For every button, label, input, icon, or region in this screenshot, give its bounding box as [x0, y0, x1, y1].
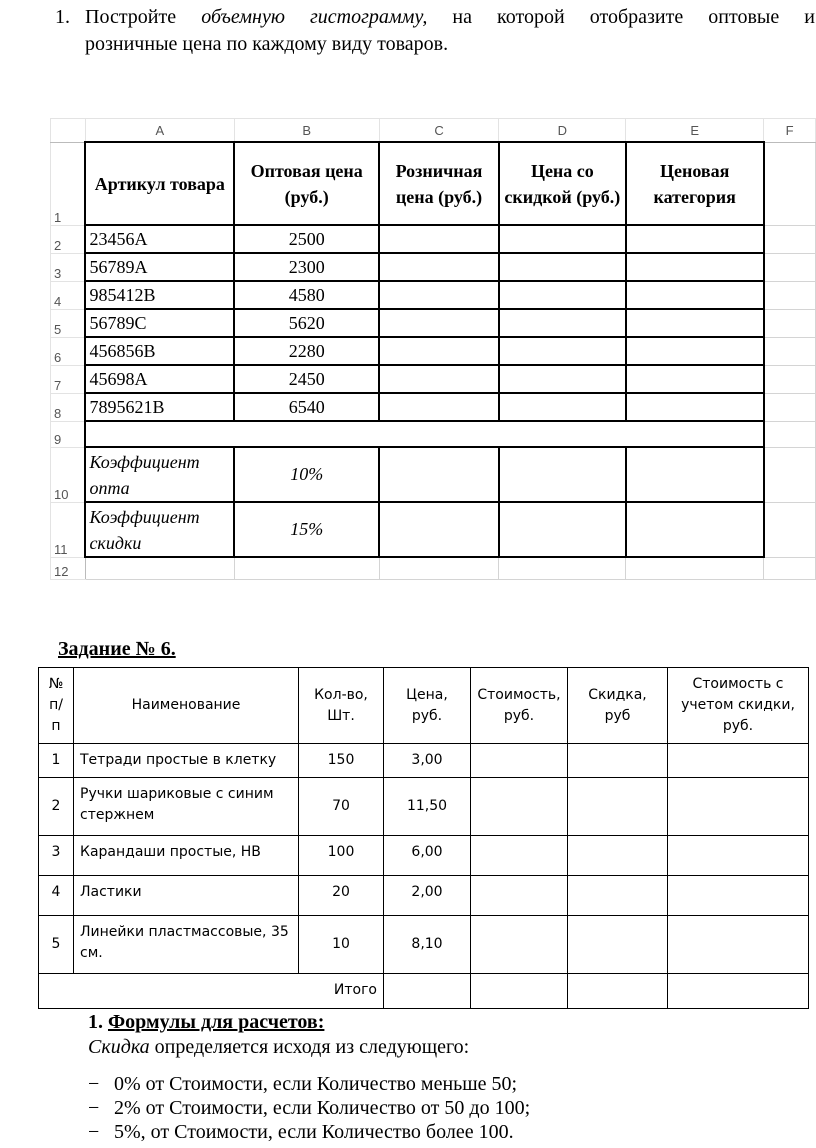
quantity[interactable]: 20 — [299, 876, 384, 916]
col-header[interactable]: E — [626, 119, 764, 143]
sheet-row — [51, 365, 816, 393]
row-number[interactable]: 5 — [39, 916, 74, 974]
item-name[interactable]: Тетради простые в клетку — [74, 744, 299, 778]
wholesale-price-cell[interactable]: 2500 — [234, 225, 379, 253]
article-cell[interactable]: 985412B — [85, 281, 234, 309]
wholesale-price-cell[interactable]: 2450 — [234, 365, 379, 393]
sheet-crop — [0, 592, 816, 612]
row-number[interactable]: 6 — [51, 337, 86, 365]
row-number[interactable]: 1 — [39, 744, 74, 778]
task-text-end: на которой отобразите оптовые и — [427, 6, 815, 28]
header-cell[interactable]: Ценовая категория — [626, 142, 764, 225]
cell[interactable] — [626, 253, 764, 281]
intro-italic: Скидка — [88, 1036, 150, 1058]
task-italic: объемную гистограмму, — [201, 6, 428, 28]
cell[interactable] — [764, 393, 816, 421]
header-cell[interactable]: Оптовая цена (руб.) — [234, 142, 379, 225]
cell[interactable] — [568, 974, 668, 1009]
row-number[interactable]: 2 — [39, 778, 74, 836]
cell[interactable] — [471, 778, 568, 836]
cell[interactable] — [668, 836, 809, 876]
column-header: Стоимость, руб. — [471, 668, 568, 744]
wholesale-price-cell[interactable]: 5620 — [234, 309, 379, 337]
cell[interactable] — [499, 502, 626, 557]
cell[interactable] — [764, 309, 816, 337]
formula-item — [88, 1120, 530, 1144]
row-number[interactable]: 4 — [39, 876, 74, 916]
cell[interactable] — [626, 365, 764, 393]
article-cell[interactable]: 56789A — [85, 253, 234, 281]
col-header[interactable]: C — [379, 119, 499, 143]
coef-label[interactable]: Коэффициент скидки — [85, 502, 234, 557]
cell[interactable] — [471, 744, 568, 778]
row-number[interactable]: 2 — [51, 225, 86, 253]
quantity[interactable]: 10 — [299, 916, 384, 974]
coef-label[interactable]: Коэффициент опта — [85, 447, 234, 502]
sheet-row — [51, 281, 816, 309]
cell[interactable] — [499, 447, 626, 502]
cell[interactable] — [626, 337, 764, 365]
cell[interactable] — [764, 502, 816, 557]
row-number[interactable]: 7 — [51, 365, 86, 393]
wholesale-price-cell[interactable]: 2280 — [234, 337, 379, 365]
task-line2: розничные цена по каждому виду товаров. — [85, 33, 449, 55]
cell[interactable] — [764, 447, 816, 502]
row-number[interactable]: 1 — [51, 142, 86, 225]
article-cell[interactable]: 7895621B — [85, 393, 234, 421]
coef-value[interactable]: 10% — [234, 447, 379, 502]
col-header[interactable]: F — [764, 119, 816, 143]
article-cell[interactable]: 23456A — [85, 225, 234, 253]
select-all-corner[interactable] — [51, 119, 86, 143]
cell[interactable] — [626, 309, 764, 337]
cell[interactable] — [764, 421, 816, 447]
row-number[interactable]: 3 — [51, 253, 86, 281]
col-header[interactable]: A — [85, 119, 234, 143]
quantity[interactable]: 150 — [299, 744, 384, 778]
cell[interactable] — [379, 337, 499, 365]
cell[interactable] — [499, 309, 626, 337]
item-name[interactable]: Линейки пластмассовые, 35 см. — [74, 916, 299, 974]
wholesale-price-cell[interactable]: 4580 — [234, 281, 379, 309]
cell[interactable] — [471, 876, 568, 916]
cell[interactable] — [764, 253, 816, 281]
cell[interactable] — [626, 393, 764, 421]
cell[interactable] — [379, 557, 499, 579]
cell[interactable] — [668, 916, 809, 974]
cell[interactable] — [626, 502, 764, 557]
cell[interactable] — [379, 365, 499, 393]
cell[interactable] — [568, 916, 668, 974]
intro-text: определяется исходя из следующего: — [149, 1036, 470, 1058]
quantity[interactable]: 100 — [299, 836, 384, 876]
coef-value[interactable]: 15% — [234, 502, 379, 557]
formula-text: 2% от Стоимости, если Количество от 50 до 100; — [114, 1097, 531, 1119]
task6-title: Задание № 6. — [58, 638, 176, 660]
cell[interactable] — [379, 309, 499, 337]
bullet-dash: − — [88, 1121, 100, 1143]
cell[interactable] — [379, 225, 499, 253]
header-cell[interactable]: Розничная цена (руб.) — [379, 142, 499, 225]
cell[interactable] — [626, 225, 764, 253]
cell[interactable] — [379, 393, 499, 421]
row-number[interactable]: 5 — [51, 309, 86, 337]
sheet-row — [51, 225, 816, 253]
row-number[interactable]: 8 — [51, 393, 86, 421]
price[interactable]: 6,00 — [384, 836, 471, 876]
table-row — [39, 916, 809, 974]
row-number[interactable]: 4 — [51, 281, 86, 309]
article-cell[interactable]: 456856B — [85, 337, 234, 365]
item-name[interactable]: Ручки шариковые с синим стержнем — [74, 778, 299, 836]
cell[interactable] — [471, 836, 568, 876]
header-cell[interactable]: Артикул товара — [85, 142, 234, 225]
table-row — [39, 744, 809, 778]
article-cell[interactable]: 45698A — [85, 365, 234, 393]
cell[interactable] — [499, 253, 626, 281]
row-number[interactable]: 12 — [51, 557, 86, 579]
header-cell[interactable]: Цена со скидкой (руб.) — [499, 142, 626, 225]
cell[interactable] — [764, 557, 816, 579]
formula-text: 0% от Стоимости, если Количество меньше 50; — [114, 1073, 518, 1095]
price[interactable]: 11,50 — [384, 778, 471, 836]
row-number[interactable]: 10 — [51, 447, 86, 502]
formula-list — [88, 1072, 530, 1144]
cell[interactable] — [764, 337, 816, 365]
table-row — [39, 778, 809, 836]
sheet-row — [51, 393, 816, 421]
row-number[interactable]: 9 — [51, 421, 86, 447]
item-name[interactable]: Ластики — [74, 876, 299, 916]
formulas-title — [88, 1010, 324, 1034]
column-header: Цена, руб. — [384, 668, 471, 744]
sheet-row — [51, 253, 816, 281]
cell[interactable] — [379, 253, 499, 281]
formulas-number: 1. — [88, 1011, 103, 1033]
task-paragraph — [55, 4, 815, 58]
total-label: Итого — [39, 974, 384, 1009]
bullet-dash: − — [88, 1097, 100, 1119]
column-header: Кол-во, Шт. — [299, 668, 384, 744]
cell[interactable] — [568, 876, 668, 916]
cell[interactable] — [499, 557, 626, 579]
row-number[interactable]: 3 — [39, 836, 74, 876]
cell[interactable] — [764, 142, 816, 225]
sheet-row — [51, 309, 816, 337]
column-header: № п/п — [39, 668, 74, 744]
cell[interactable] — [626, 557, 764, 579]
table-row — [39, 876, 809, 916]
cell[interactable] — [499, 393, 626, 421]
sheet-row — [51, 337, 816, 365]
empty-row[interactable] — [85, 421, 763, 447]
formula-item — [88, 1096, 530, 1120]
col-header[interactable]: B — [234, 119, 379, 143]
cell[interactable] — [668, 974, 809, 1009]
price[interactable]: 2,00 — [384, 876, 471, 916]
price[interactable]: 8,10 — [384, 916, 471, 974]
cell[interactable] — [384, 974, 471, 1009]
cell[interactable] — [499, 281, 626, 309]
article-cell[interactable]: 56789C — [85, 309, 234, 337]
task6-table — [38, 667, 809, 1009]
spreadsheet — [50, 118, 816, 580]
wholesale-price-cell[interactable]: 6540 — [234, 393, 379, 421]
cell[interactable] — [668, 876, 809, 916]
cell[interactable] — [668, 778, 809, 836]
cell[interactable] — [568, 778, 668, 836]
cell[interactable] — [626, 281, 764, 309]
column-header: Скидка, руб — [568, 668, 668, 744]
cell[interactable] — [764, 225, 816, 253]
formula-item — [88, 1072, 530, 1096]
quantity[interactable]: 70 — [299, 778, 384, 836]
cell[interactable] — [379, 447, 499, 502]
cell[interactable] — [471, 916, 568, 974]
cell[interactable] — [379, 502, 499, 557]
wholesale-price-cell[interactable]: 2300 — [234, 253, 379, 281]
cell[interactable] — [499, 225, 626, 253]
cell[interactable] — [764, 281, 816, 309]
price[interactable]: 3,00 — [384, 744, 471, 778]
cell[interactable] — [568, 744, 668, 778]
cell[interactable] — [471, 974, 568, 1009]
cell[interactable] — [764, 365, 816, 393]
table-row — [39, 836, 809, 876]
column-header: Стоимость с учетом скидки, руб. — [668, 668, 809, 744]
formula-text: 5%, от Стоимости, если Количество более 100. — [114, 1121, 514, 1143]
cell[interactable] — [499, 365, 626, 393]
col-header[interactable]: D — [499, 119, 626, 143]
formulas-heading: Формулы для расчетов: — [108, 1011, 325, 1033]
item-name[interactable]: Карандаши простые, НВ — [74, 836, 299, 876]
formulas-intro — [88, 1035, 469, 1059]
task-number: 1. — [55, 6, 70, 28]
task-text: Постройте — [85, 6, 202, 28]
cell[interactable] — [85, 557, 234, 579]
cell[interactable] — [568, 836, 668, 876]
cell[interactable] — [668, 744, 809, 778]
cell[interactable] — [379, 281, 499, 309]
bullet-dash: − — [88, 1073, 100, 1095]
cell[interactable] — [626, 447, 764, 502]
cell[interactable] — [234, 557, 379, 579]
column-header: Наименование — [74, 668, 299, 744]
cell[interactable] — [499, 337, 626, 365]
row-number[interactable]: 11 — [51, 502, 86, 557]
